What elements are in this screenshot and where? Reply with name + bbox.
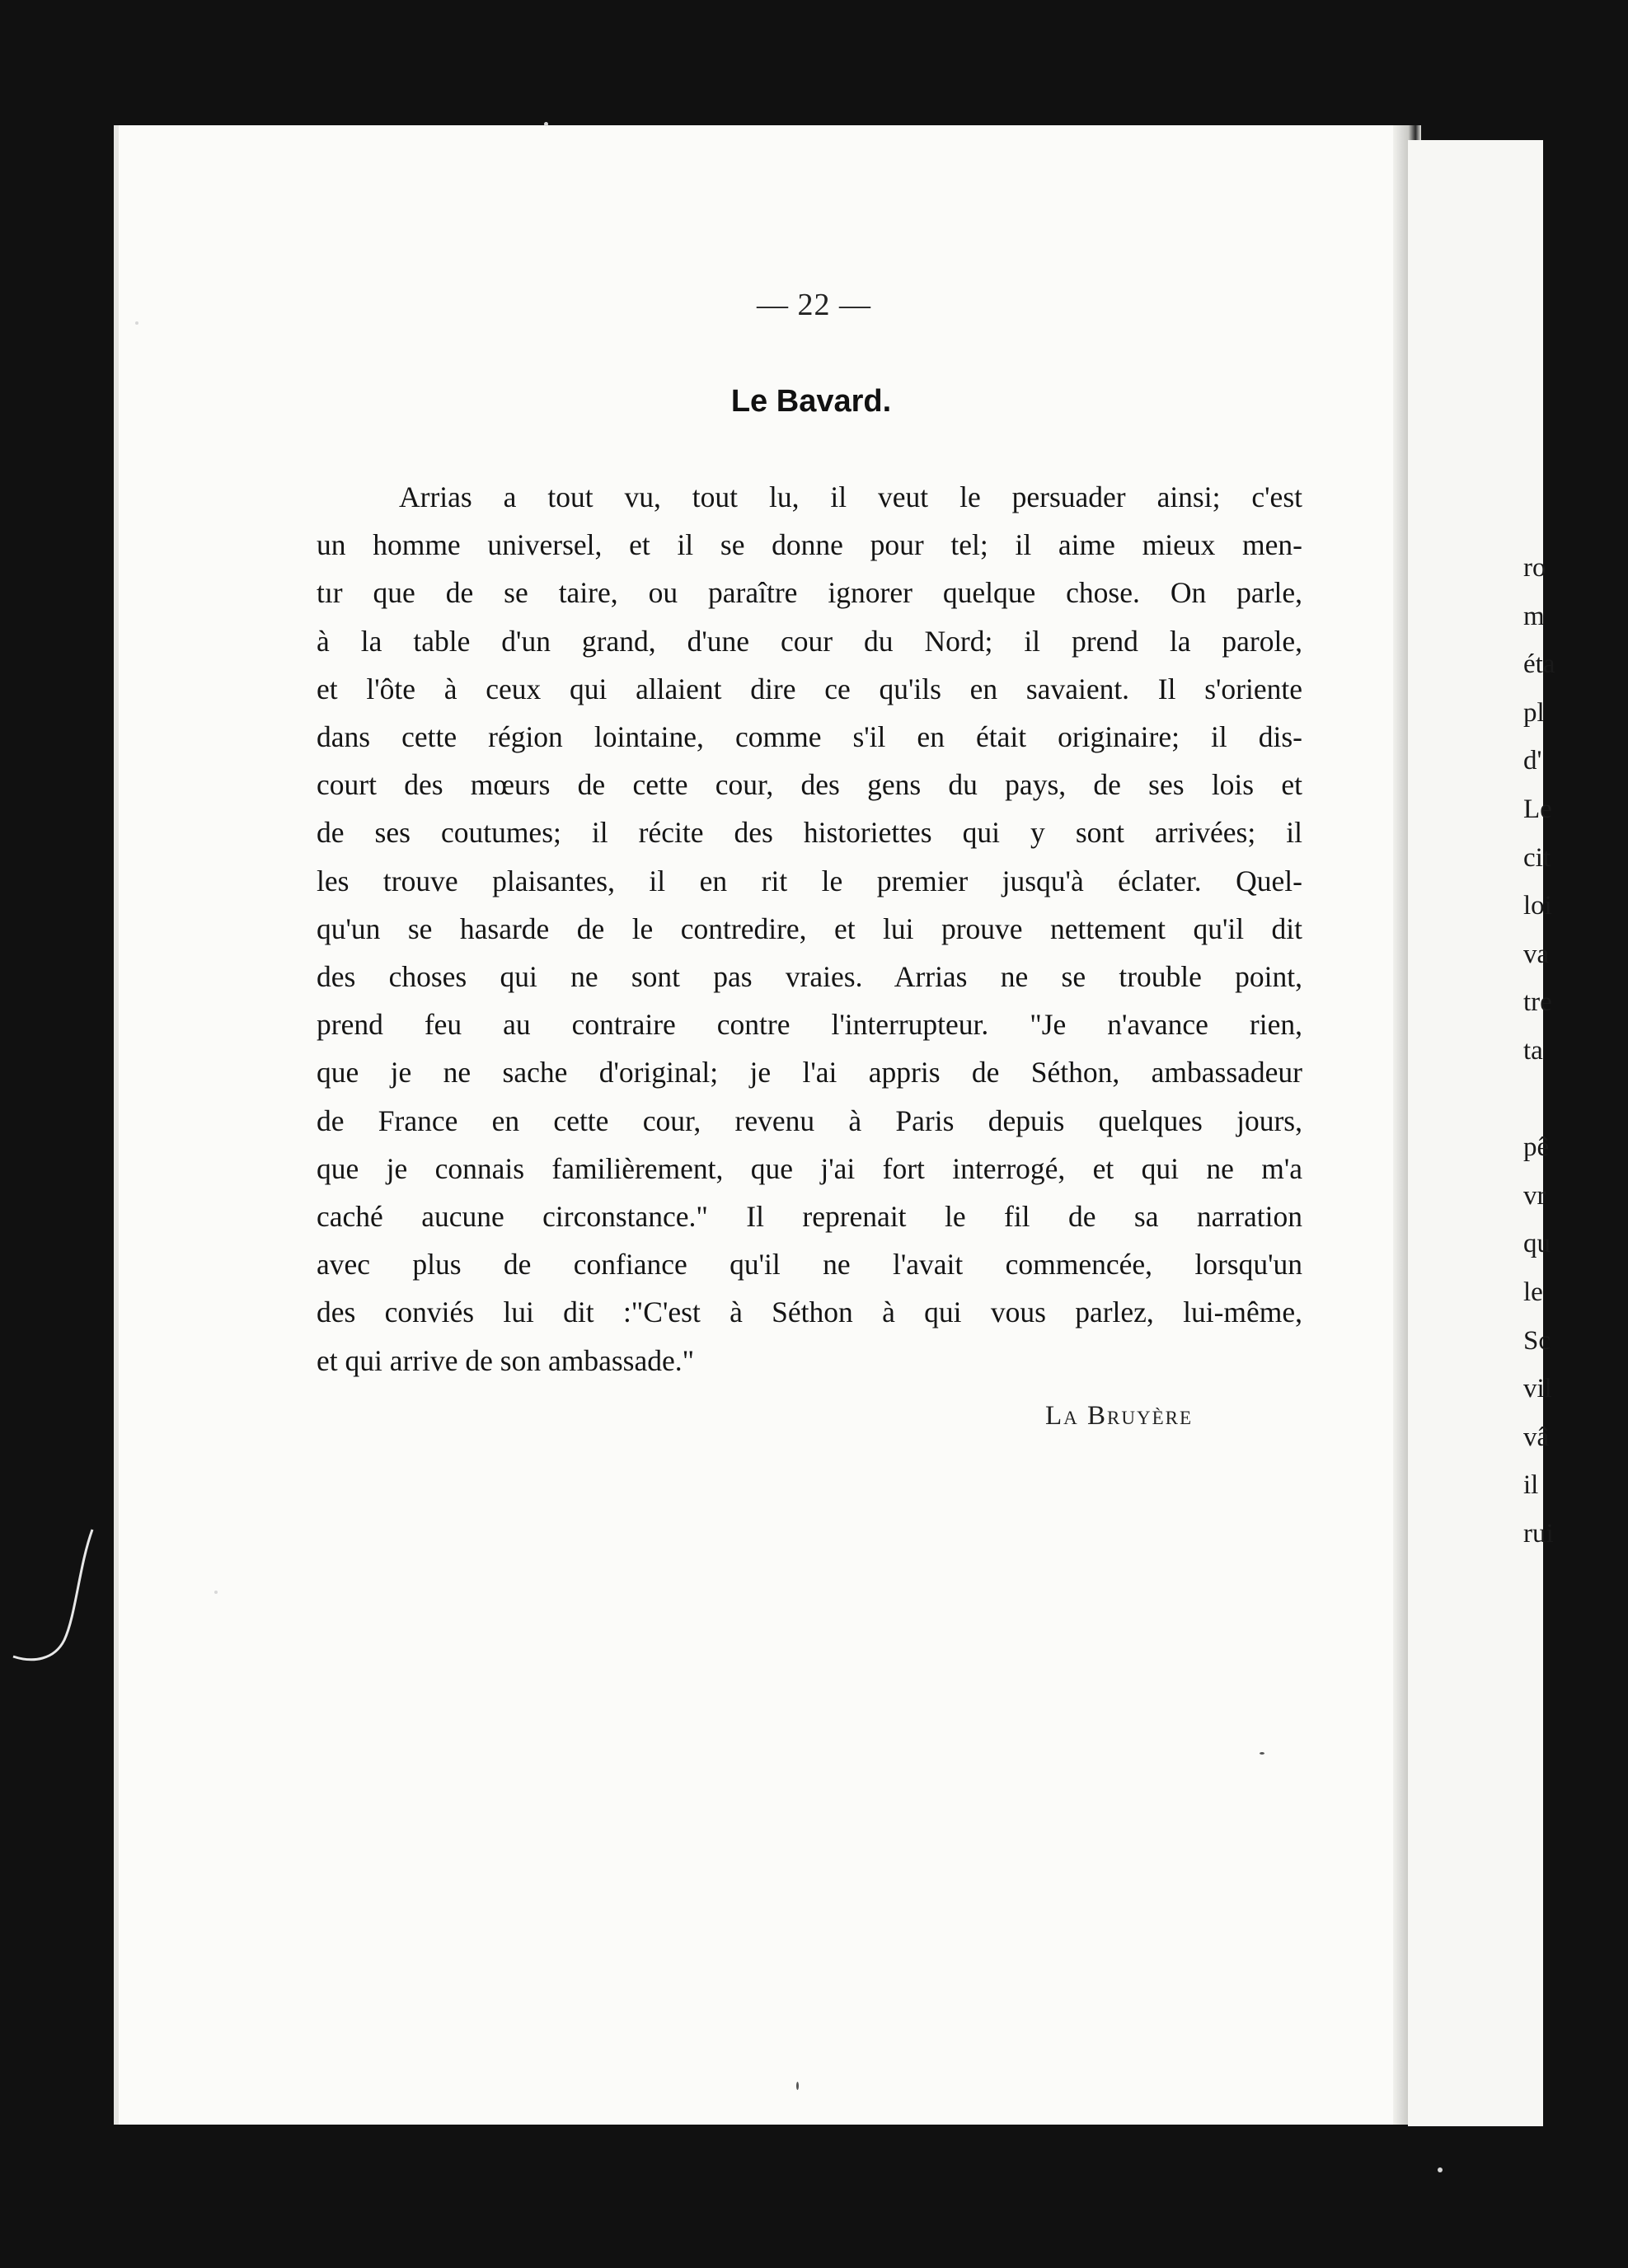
facing-fragment: Sc (1523, 1325, 1551, 1356)
text-line: des conviés lui dit :"C'est à Séthon à qui vous parlez, lui-même, (317, 1296, 1302, 1329)
dust-speck (135, 321, 138, 325)
facing-fragment: d' (1523, 746, 1542, 776)
facing-fragment: Le (1523, 794, 1552, 824)
author-signature: La Bruyère (1045, 1401, 1194, 1431)
text-line: avec plus de confiance qu'il ne l'avait commencée, lorsqu'un (317, 1248, 1302, 1282)
page-number: — 22 — (757, 288, 871, 322)
facing-fragment: rui (1523, 1518, 1554, 1549)
text-line: Arrias a tout vu, tout lu, il veut le persuader ainsi; c'est (399, 480, 1302, 513)
text-line: que je ne sache d'original; je l'ai appris de Séthon, ambassadeur (317, 1056, 1302, 1089)
text-line: à la table d'un grand, d'une cour du Nord; il prend la parole, (317, 624, 1302, 658)
text-line: des choses qui ne sont pas vraies. Arrias ne se trouble point, (317, 960, 1302, 994)
text-line: un homme universel, et il se donne pour tel; il aime mieux men- (317, 528, 1302, 562)
facing-fragment: pl (1523, 697, 1545, 728)
text-line: dans cette région lointaine, comme s'il en était originaire; il dis- (317, 720, 1302, 754)
facing-fragment: qu (1523, 1229, 1551, 1259)
margin-scratch-mark (0, 1516, 115, 1665)
text-line: de ses coutumes; il récite des historiettes qui y sont arrivées; il (317, 816, 1302, 850)
text-line: de France en cette cour, revenu à Paris depuis quelques jours, (317, 1104, 1302, 1137)
facing-fragment: il (1523, 1470, 1539, 1501)
text-line: prend feu au contraire contre l'interrupteur. "Je n'avance rien, (317, 1008, 1302, 1042)
text-line: tır que de se taire, ou paraître ignorer quelque chose. On parle, (317, 576, 1302, 610)
facing-fragment: cit (1523, 842, 1551, 873)
text-line: que je connais familièrement, que j'ai fort interrogé, et qui ne m'a (317, 1151, 1302, 1185)
facing-fragment: ro (1523, 553, 1546, 583)
facing-fragment: tre (1523, 987, 1552, 1018)
facing-page-text (1523, 544, 1555, 1558)
facing-fragment: va (1523, 939, 1550, 969)
dust-speck (544, 122, 548, 126)
text-line: qu'un se hasarde de le contredire, et lui prouve nettement qu'il dit (317, 911, 1302, 945)
facing-fragment: m (1523, 601, 1545, 631)
page-title: Le Bavard. (730, 384, 892, 419)
text-line: et qui arrive de son ambassade." (317, 1343, 695, 1377)
facing-fragment: loi (1523, 891, 1552, 921)
facing-fragment: vâ (1523, 1422, 1550, 1452)
facing-fragment: pê (1523, 1132, 1550, 1163)
facing-fragment: vil (1523, 1374, 1552, 1404)
text-line: court des mœurs de cette cour, des gens du pays, de ses lois et (317, 768, 1302, 802)
dust-speck (1260, 1752, 1264, 1755)
facing-fragment: vr (1523, 1180, 1546, 1211)
text-line: et l'ôte à ceux qui allaient dire ce qu'ils en savaient. Il s'oriente (317, 672, 1302, 705)
facing-fragment: ta (1523, 1035, 1543, 1066)
facing-fragment (1523, 1075, 1555, 1124)
dust-speck (1438, 2167, 1443, 2172)
body-text (317, 473, 1302, 1385)
dust-speck (796, 2082, 799, 2090)
dust-speck (214, 1591, 218, 1594)
text-line: les trouve plaisantes, il en rit le premier jusqu'à éclater. Quel- (317, 864, 1302, 897)
facing-fragment: le (1523, 1277, 1543, 1307)
facing-fragment: éta (1523, 649, 1555, 680)
text-line: caché aucune circonstance." Il reprenait le fil de sa narration (317, 1200, 1302, 1234)
